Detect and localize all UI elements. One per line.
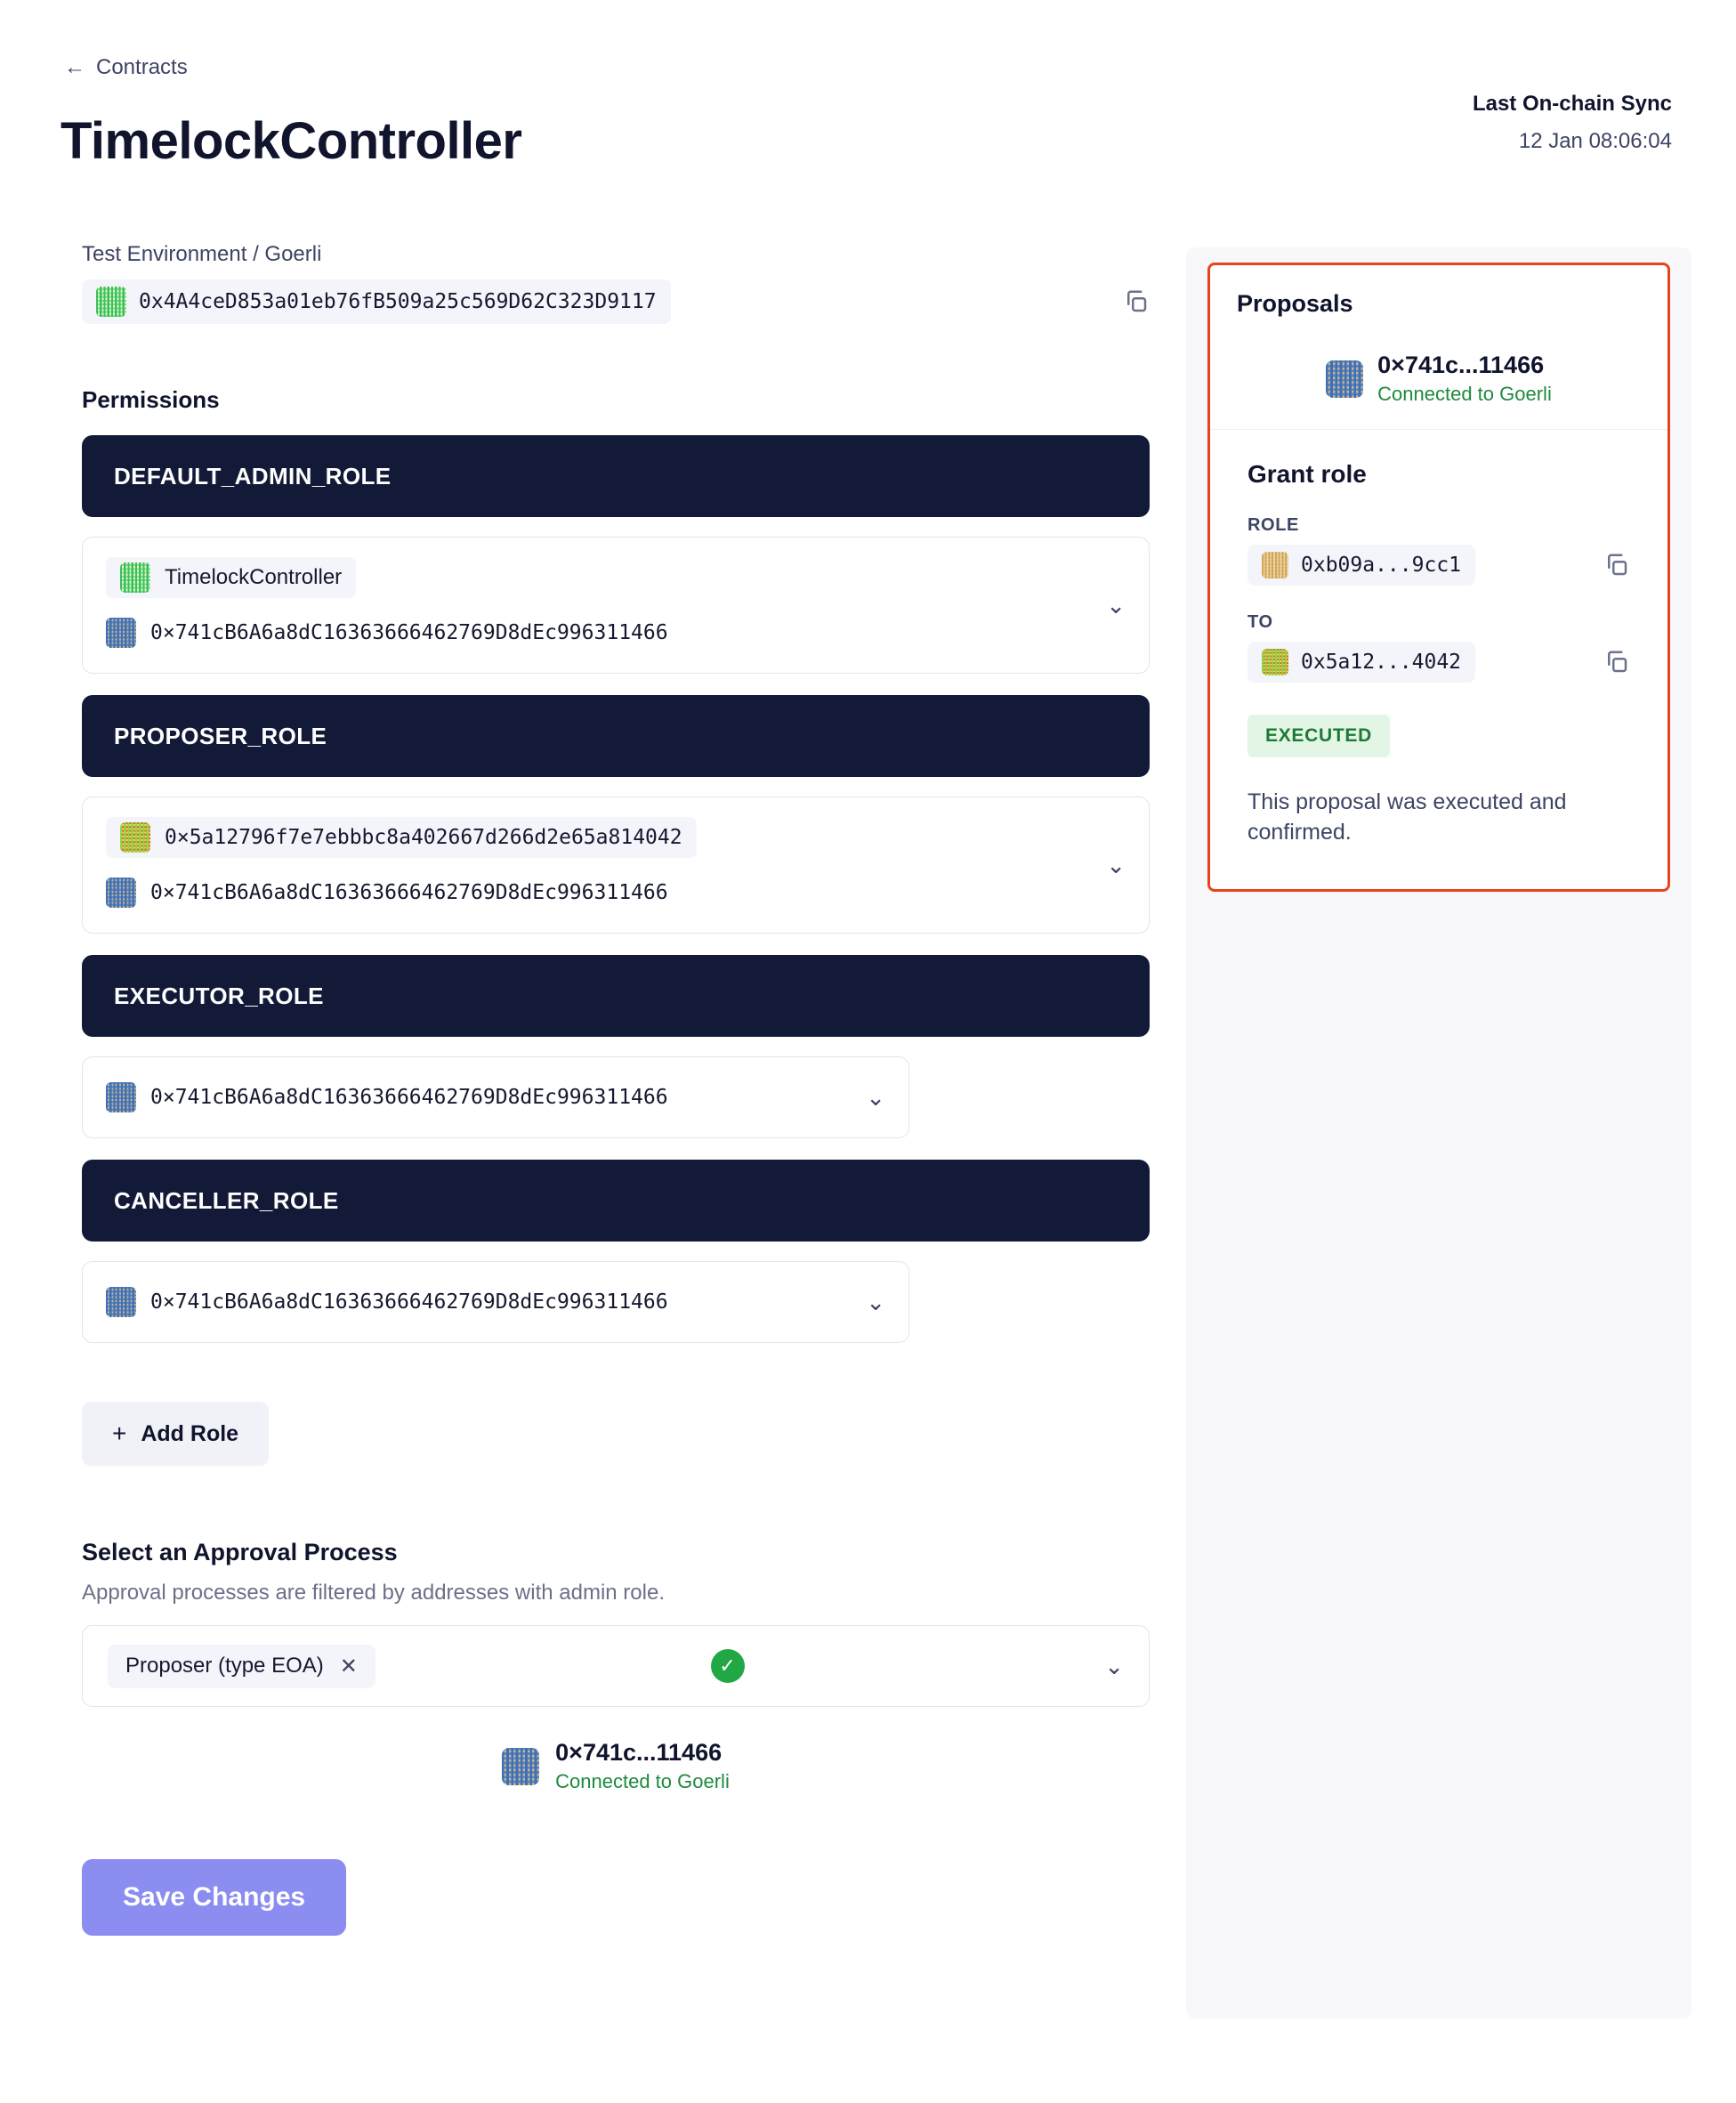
role-entry[interactable]	[106, 557, 356, 598]
contract-blockie-icon	[96, 287, 126, 317]
role-entry-label: 0×741cB6A6a8dC16363666462769D8dEc996311466	[150, 1290, 668, 1314]
save-changes-button[interactable]: Save Changes	[82, 1859, 346, 1936]
account-blockie-icon	[120, 822, 150, 853]
role-header-canceller	[82, 1160, 1150, 1242]
role-entry-list	[106, 557, 1081, 653]
to-field-label: TO	[1247, 612, 1273, 632]
role-entry-label: 0×741cB6A6a8dC16363666462769D8dEc996311466	[150, 1086, 668, 1109]
account-blockie-icon	[106, 1287, 136, 1317]
proposals-title: Proposals	[1237, 290, 1353, 317]
account-blockie-icon	[120, 562, 150, 593]
role-entry-label: 0×741cB6A6a8dC16363666462769D8dEc996311466	[150, 881, 668, 904]
to-value-chip[interactable]	[1247, 642, 1475, 683]
to-field-row	[1210, 633, 1667, 683]
connected-account-network: Connected to Goerli	[555, 1770, 730, 1792]
last-sync-time: 12 Jan 08:06:04	[1518, 129, 1672, 153]
page-title: TimelockController	[61, 112, 522, 170]
role-box-default-admin[interactable]	[82, 537, 1150, 674]
proposal-card	[1207, 263, 1670, 892]
connected-account-name: 0×741c...11466	[555, 1739, 723, 1766]
proposal-account	[1210, 336, 1667, 430]
last-sync-block	[1473, 92, 1672, 154]
check-icon: ✓	[711, 1649, 745, 1683]
copy-icon[interactable]	[1123, 288, 1150, 315]
contract-address-chip[interactable]	[82, 279, 671, 324]
role-field-label: ROLE	[1247, 515, 1299, 535]
role-header-proposer	[82, 695, 1150, 777]
permissions-title: Permissions	[82, 386, 220, 413]
role-box-executor[interactable]	[82, 1056, 909, 1138]
chevron-down-icon[interactable]: ⌄	[1104, 1652, 1124, 1679]
role-header-label: CANCELLER_ROLE	[114, 1186, 339, 1214]
main-content	[82, 242, 1150, 1936]
role-entry-list	[106, 1282, 841, 1322]
account-blockie-icon	[106, 878, 136, 908]
chevron-down-icon[interactable]: ⌄	[866, 1288, 885, 1315]
back-to-contracts-link[interactable]	[64, 55, 188, 80]
approval-process-select[interactable]	[82, 1625, 1150, 1707]
connected-account	[502, 1739, 730, 1793]
close-icon[interactable]: ✕	[339, 1654, 358, 1678]
role-value-chip[interactable]	[1247, 545, 1475, 586]
role-entry-label: TimelockController	[165, 565, 343, 589]
selected-approval-token[interactable]	[108, 1645, 375, 1688]
to-field-value: 0x5a12...4042	[1301, 651, 1462, 674]
role-entry-list	[106, 1077, 841, 1118]
role-entry-label: 0×5a12796f7e7ebbbc8a402667d266d2e65a814042	[165, 826, 682, 849]
approval-process-subtitle: Approval processes are filtered by addresses with admin role.	[82, 1581, 665, 1605]
role-field-value: 0xb09a...9cc1	[1301, 554, 1462, 577]
role-header-executor	[82, 955, 1150, 1037]
proposal-note: This proposal was executed and confirmed.	[1247, 789, 1567, 845]
role-header-default-admin	[82, 435, 1150, 517]
role-header-label: EXECUTOR_ROLE	[114, 982, 324, 1009]
role-entry[interactable]	[106, 872, 668, 913]
role-entry[interactable]	[106, 1282, 668, 1322]
proposal-account-network: Connected to Goerli	[1377, 383, 1552, 405]
contract-address-value: 0x4A4ceD853a01eb76fB509a25c569D62C323D9117	[139, 290, 657, 313]
role-box-canceller[interactable]	[82, 1261, 909, 1343]
account-blockie-icon	[502, 1748, 539, 1785]
role-field-row	[1210, 536, 1667, 586]
connected-account-block	[82, 1739, 1150, 1793]
plus-icon: +	[112, 1420, 127, 1447]
copy-icon[interactable]	[1603, 552, 1630, 578]
role-entry-list	[106, 817, 1081, 913]
status-badge: EXECUTED	[1247, 715, 1390, 757]
proposal-detail-title: Grant role	[1247, 460, 1367, 488]
account-blockie-icon	[106, 618, 136, 648]
role-entry[interactable]	[106, 612, 668, 653]
selected-approval-label: Proposer (type EOA)	[125, 1654, 324, 1678]
add-role-label: Add Role	[141, 1420, 239, 1446]
role-header-label: PROPOSER_ROLE	[114, 722, 327, 749]
role-header-label: DEFAULT_ADMIN_ROLE	[114, 462, 392, 489]
chevron-down-icon[interactable]: ⌄	[1106, 851, 1126, 878]
role-blockie-icon	[1262, 552, 1288, 578]
role-box-proposer[interactable]	[82, 797, 1150, 934]
role-entry-label: 0×741cB6A6a8dC16363666462769D8dEc996311466	[150, 621, 668, 644]
back-link-label: Contracts	[96, 55, 188, 79]
last-sync-label: Last On-chain Sync	[1472, 92, 1672, 116]
contract-address-row	[82, 279, 1150, 324]
chevron-down-icon[interactable]: ⌄	[866, 1083, 885, 1111]
environment-label: Test Environment / Goerli	[82, 242, 322, 266]
add-role-button[interactable]	[82, 1402, 269, 1466]
copy-icon[interactable]	[1603, 649, 1630, 675]
approval-process-title: Select an Approval Process	[82, 1539, 398, 1565]
account-blockie-icon	[1326, 360, 1363, 398]
proposal-account-name: 0×741c...11466	[1377, 352, 1545, 378]
chevron-down-icon[interactable]: ⌄	[1106, 591, 1126, 619]
back-arrow-icon: ←	[64, 55, 85, 79]
role-entry[interactable]	[106, 817, 697, 858]
account-blockie-icon	[106, 1082, 136, 1112]
to-blockie-icon	[1262, 649, 1288, 675]
role-entry[interactable]	[106, 1077, 668, 1118]
